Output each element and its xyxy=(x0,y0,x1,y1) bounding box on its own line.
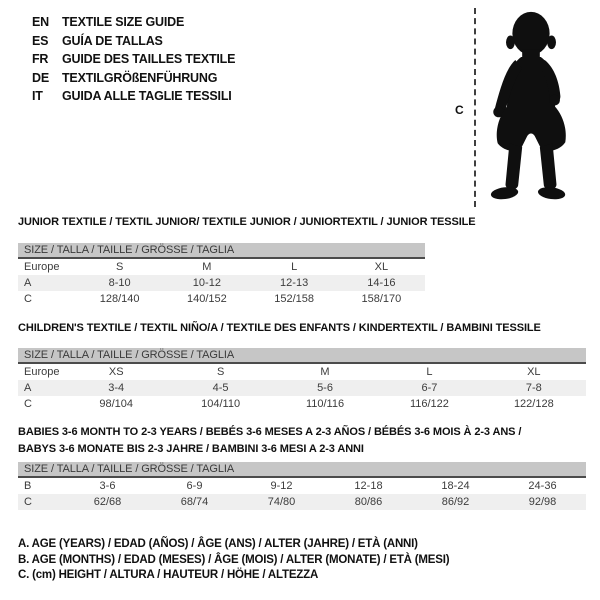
table-row-age xyxy=(18,275,425,291)
language-title-block xyxy=(32,13,235,106)
table-row-europe xyxy=(18,364,586,380)
footnote-age-months: B. AGE (MONTHS) / EDAD (MESES) / ÂGE (MOIS) / ALTER (MONATE) / ETÀ (MESI) xyxy=(18,553,450,566)
size-header-bar: SIZE / TALLA / TAILLE / GRÖSSE / TAGLIA xyxy=(18,348,586,364)
lang-row-en xyxy=(32,13,235,32)
children-size-table xyxy=(18,348,586,412)
toddler-silhouette-icon xyxy=(482,5,580,207)
size-cell: L xyxy=(426,366,433,378)
height-cell: 128/140 xyxy=(99,293,140,305)
lang-code: ES xyxy=(32,33,49,48)
lang-label: TEXTILGRÖßENFÜHRUNG xyxy=(62,70,218,85)
lang-row-es xyxy=(32,32,235,51)
age-cell: 3-4 xyxy=(108,382,125,394)
table-row-europe xyxy=(18,259,425,275)
legend-footnotes xyxy=(18,537,449,584)
size-cell: XL xyxy=(374,261,389,273)
row-label: B xyxy=(24,480,32,492)
footnote-age-years: A. AGE (YEARS) / EDAD (AÑOS) / ÂGE (ANS) / ALTER (JAHRE) / ETÀ (ANNI) xyxy=(18,538,418,550)
children-size-section xyxy=(18,320,586,412)
size-cell: XS xyxy=(108,366,124,378)
months-cell: 24-36 xyxy=(528,480,557,492)
size-cell: L xyxy=(291,261,298,273)
age-cell: 14-16 xyxy=(367,277,396,289)
row-label: C xyxy=(24,398,32,410)
height-cell: 62/68 xyxy=(93,496,122,508)
height-cell: 74/80 xyxy=(267,496,296,508)
lang-code: EN xyxy=(32,15,49,29)
row-label: C xyxy=(24,496,32,508)
children-section-title: CHILDREN'S TEXTILE / TEXTIL NIÑO/A / TEXTILE DES ENFANTS / KINDERTEXTIL / BAMBINI TESSILE xyxy=(18,322,541,334)
months-cell: 12-18 xyxy=(354,480,383,492)
junior-size-table xyxy=(18,243,425,307)
lang-label: TEXTILE SIZE GUIDE xyxy=(62,15,185,29)
row-label: C xyxy=(24,293,32,305)
row-label: Europe xyxy=(24,261,60,273)
table-row-height xyxy=(18,291,425,307)
lang-code: IT xyxy=(32,89,43,103)
height-cell: 92/98 xyxy=(528,496,557,508)
height-cell: 104/110 xyxy=(201,398,241,410)
size-cell: XL xyxy=(527,366,541,378)
footnote-height: C. (cm) HEIGHT / ALTURA / HAUTEUR / HÖHE / ALTEZZA xyxy=(18,569,319,581)
height-cell: 110/116 xyxy=(305,398,345,410)
height-cell: 158/170 xyxy=(361,293,402,305)
lang-row-it xyxy=(32,87,235,106)
lang-code: FR xyxy=(32,52,49,66)
table-row-months xyxy=(18,478,586,494)
lang-code: DE xyxy=(32,70,49,85)
height-cell: 68/74 xyxy=(180,496,209,508)
height-cell: 152/158 xyxy=(274,293,314,305)
age-cell: 12-13 xyxy=(280,277,309,289)
size-cell: S xyxy=(115,261,124,273)
babies-size-table xyxy=(18,462,586,510)
table-row-height xyxy=(18,494,586,510)
age-cell: 6-7 xyxy=(421,382,438,394)
size-header-bar: SIZE / TALLA / TAILLE / GRÖSSE / TAGLIA xyxy=(18,462,586,478)
height-cell: 140/152 xyxy=(186,293,227,305)
height-measure-dashed-line xyxy=(474,8,476,207)
height-cell: 122/128 xyxy=(513,398,554,410)
junior-size-section xyxy=(18,214,476,307)
height-cell: 98/104 xyxy=(99,398,134,410)
row-label: A xyxy=(24,277,32,289)
height-cell: 116/122 xyxy=(409,398,449,410)
babies-size-section xyxy=(18,424,586,510)
lang-label: GUIDA ALLE TAGLIE TESSILI xyxy=(62,89,232,103)
age-cell: 5-6 xyxy=(317,382,333,394)
babies-title-line2: BABYS 3-6 MONATE BIS 2-3 JAHRE / BAMBINI 3-6 MESI A 2-3 ANNI xyxy=(18,442,364,455)
age-cell: 8-10 xyxy=(108,277,131,289)
months-cell: 3-6 xyxy=(99,480,116,492)
months-cell: 6-9 xyxy=(186,480,203,492)
babies-section-title xyxy=(18,424,586,457)
lang-row-de xyxy=(32,69,235,88)
row-label: A xyxy=(24,382,32,394)
height-cell: 80/86 xyxy=(354,496,383,508)
age-cell: 7-8 xyxy=(525,382,542,394)
age-cell: 4-5 xyxy=(212,382,229,394)
size-cell: M xyxy=(202,261,212,273)
months-cell: 18-24 xyxy=(441,480,470,492)
lang-label: GUIDE DES TAILLES TEXTILE xyxy=(62,52,236,66)
age-cell: 10-12 xyxy=(192,277,221,289)
height-cell: 86/92 xyxy=(441,496,470,508)
height-measure-label: C xyxy=(455,103,464,117)
size-cell: S xyxy=(216,366,225,378)
table-row-height xyxy=(18,396,586,412)
lang-row-fr xyxy=(32,50,235,69)
size-header-bar: SIZE / TALLA / TAILLE / GRÖSSE / TAGLIA xyxy=(18,243,425,259)
row-label: Europe xyxy=(24,366,60,378)
lang-label: GUÍA DE TALLAS xyxy=(62,33,163,48)
size-cell: M xyxy=(320,366,330,378)
babies-title-line1: BABIES 3-6 MONTH TO 2-3 YEARS / BEBÉS 3-6 MESES A 2-3 AÑOS / BÉBÉS 3-6 MOIS À 2-3 ANS / xyxy=(18,426,522,438)
table-row-age xyxy=(18,380,586,396)
months-cell: 9-12 xyxy=(270,480,293,492)
junior-section-title: JUNIOR TEXTILE / TEXTIL JUNIOR/ TEXTILE JUNIOR / JUNIORTEXTIL / JUNIOR TESSILE xyxy=(18,216,476,228)
